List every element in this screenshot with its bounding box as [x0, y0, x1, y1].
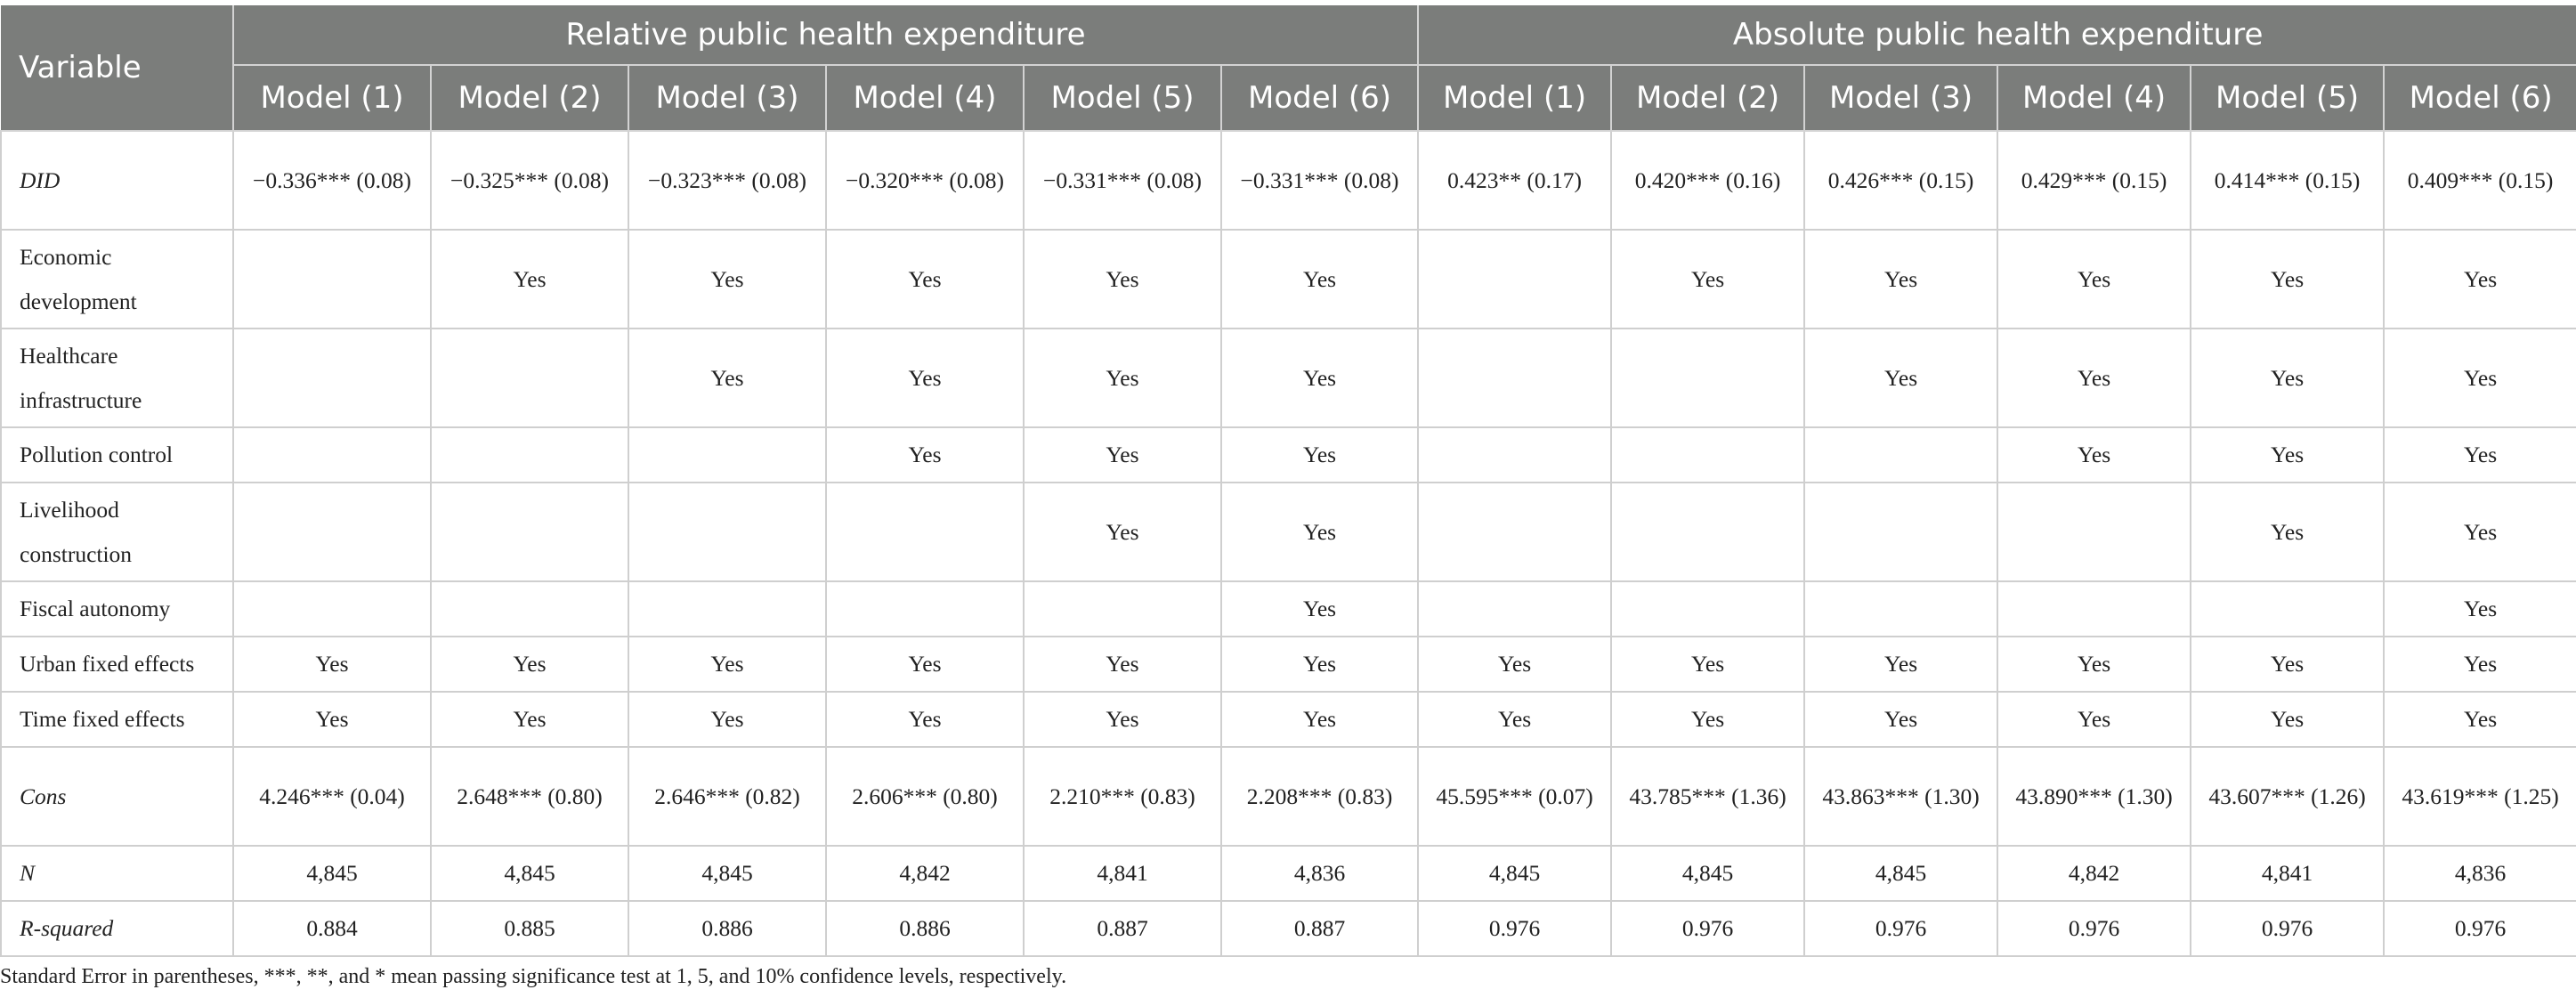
table-cell: 0.976	[1804, 901, 1997, 956]
table-cell: −0.331*** (0.08)	[1024, 131, 1221, 230]
table-cell: Yes	[826, 637, 1024, 692]
table-cell: Yes	[1997, 692, 2191, 747]
row-label: Healthcare infrastructure	[1, 329, 233, 427]
table-cell: Yes	[1221, 637, 1418, 692]
table-cell: 0.976	[1997, 901, 2191, 956]
table-cell	[2191, 581, 2384, 637]
table-cell: Yes	[431, 637, 628, 692]
table-cell: 43.619*** (1.25)	[2384, 747, 2576, 846]
table-cell: −0.336*** (0.08)	[233, 131, 431, 230]
table-row	[1, 329, 2576, 427]
row-label: DID	[1, 131, 233, 230]
table-cell: 43.607*** (1.26)	[2191, 747, 2384, 846]
table-cell: 43.890*** (1.30)	[1997, 747, 2191, 846]
table-row	[1, 637, 2576, 692]
table-cell: 2.210*** (0.83)	[1024, 747, 1221, 846]
table-cell: 4,845	[1804, 846, 1997, 901]
table-cell: 0.885	[431, 901, 628, 956]
table-cell: 4,845	[1418, 846, 1611, 901]
table-cell: Yes	[1418, 692, 1611, 747]
table-cell	[431, 483, 628, 581]
row-label: Livelihood construction	[1, 483, 233, 581]
table-cell	[628, 581, 826, 637]
table-cell: 4,836	[1221, 846, 1418, 901]
table-cell: −0.323*** (0.08)	[628, 131, 826, 230]
table-cell: 0.414*** (0.15)	[2191, 131, 2384, 230]
table-cell	[233, 581, 431, 637]
variable-header: Variable	[1, 5, 233, 131]
table-cell	[628, 427, 826, 483]
table-cell: 2.646*** (0.82)	[628, 747, 826, 846]
table-footnote: Standard Error in parentheses, ***, **, and * mean passing significance test at 1, 5, and 10% confidence levels, respectively.	[0, 965, 1067, 988]
table-row	[1, 427, 2576, 483]
table-cell: 4,845	[1611, 846, 1804, 901]
table-cell: Yes	[233, 692, 431, 747]
table-cell: 4,841	[2191, 846, 2384, 901]
table-cell	[1418, 581, 1611, 637]
model-header: Model (1)	[233, 65, 431, 131]
table-cell: Yes	[628, 329, 826, 427]
table-cell: Yes	[1804, 692, 1997, 747]
table-cell: Yes	[1804, 637, 1997, 692]
table-cell: 2.208*** (0.83)	[1221, 747, 1418, 846]
table-cell: Yes	[431, 230, 628, 329]
model-header-row	[1, 65, 2576, 131]
table-cell: Yes	[1024, 230, 1221, 329]
table-cell	[1418, 230, 1611, 329]
table-cell: 0.886	[826, 901, 1024, 956]
model-header: Model (4)	[826, 65, 1024, 131]
group-header-row	[1, 5, 2576, 65]
table-cell	[826, 483, 1024, 581]
table-cell: 45.595*** (0.07)	[1418, 747, 1611, 846]
table-cell	[1024, 581, 1221, 637]
table-row	[1, 581, 2576, 637]
table-cell: Yes	[1024, 637, 1221, 692]
table-cell: 43.863*** (1.30)	[1804, 747, 1997, 846]
table-cell	[1418, 483, 1611, 581]
table-cell: Yes	[2384, 692, 2576, 747]
table-cell: Yes	[2191, 692, 2384, 747]
table-cell: Yes	[628, 637, 826, 692]
table-row	[1, 230, 2576, 329]
model-header: Model (4)	[1997, 65, 2191, 131]
table-cell	[1997, 483, 2191, 581]
row-label: N	[1, 846, 233, 901]
table-cell: 4,845	[233, 846, 431, 901]
table-cell: 0.976	[1611, 901, 1804, 956]
table-cell	[1418, 427, 1611, 483]
table-cell	[1611, 329, 1804, 427]
table-cell: Yes	[1221, 230, 1418, 329]
table-cell: Yes	[2191, 230, 2384, 329]
table-cell: Yes	[1024, 427, 1221, 483]
table-cell: Yes	[1221, 581, 1418, 637]
table-cell: Yes	[1221, 329, 1418, 427]
table-cell: Yes	[1804, 329, 1997, 427]
table-cell	[1804, 427, 1997, 483]
table-cell: −0.325*** (0.08)	[431, 131, 628, 230]
table-cell: 0.976	[2384, 901, 2576, 956]
table-cell: Yes	[1611, 637, 1804, 692]
row-label: Cons	[1, 747, 233, 846]
table-cell	[233, 427, 431, 483]
table-cell: 4,845	[431, 846, 628, 901]
table-cell	[1611, 427, 1804, 483]
table-cell: 4.246*** (0.04)	[233, 747, 431, 846]
table-cell: Yes	[2384, 483, 2576, 581]
table-cell: Yes	[826, 329, 1024, 427]
table-cell	[1418, 329, 1611, 427]
table-cell: 4,841	[1024, 846, 1221, 901]
table-cell: −0.320*** (0.08)	[826, 131, 1024, 230]
table-cell: 0.409*** (0.15)	[2384, 131, 2576, 230]
row-label: Economic development	[1, 230, 233, 329]
table-cell: Yes	[233, 637, 431, 692]
table-cell	[826, 581, 1024, 637]
table-cell: 0.887	[1024, 901, 1221, 956]
table-cell: Yes	[1804, 230, 1997, 329]
table-cell: Yes	[1997, 637, 2191, 692]
model-header: Model (6)	[1221, 65, 1418, 131]
table-cell: Yes	[2191, 637, 2384, 692]
model-header: Model (2)	[1611, 65, 1804, 131]
table-cell: Yes	[1418, 637, 1611, 692]
table-cell: Yes	[1024, 329, 1221, 427]
table-cell: 2.606*** (0.80)	[826, 747, 1024, 846]
row-label: Fiscal autonomy	[1, 581, 233, 637]
table-cell	[431, 427, 628, 483]
table-cell: Yes	[826, 427, 1024, 483]
table-cell	[1804, 483, 1997, 581]
table-cell: Yes	[1221, 483, 1418, 581]
table-cell	[1804, 581, 1997, 637]
table-cell: Yes	[2384, 230, 2576, 329]
table-row	[1, 131, 2576, 230]
table-cell: Yes	[2191, 329, 2384, 427]
table-cell: Yes	[2191, 427, 2384, 483]
row-label: Time fixed effects	[1, 692, 233, 747]
table-cell: Yes	[2384, 329, 2576, 427]
regression-table-container	[0, 5, 2576, 957]
table-cell: Yes	[2384, 427, 2576, 483]
table-cell: 0.429*** (0.15)	[1997, 131, 2191, 230]
table-cell: 4,836	[2384, 846, 2576, 901]
model-header: Model (6)	[2384, 65, 2576, 131]
table-cell: 43.785*** (1.36)	[1611, 747, 1804, 846]
table-cell: Yes	[1611, 230, 1804, 329]
row-label: Urban fixed effects	[1, 637, 233, 692]
table-cell: Yes	[628, 692, 826, 747]
table-cell: Yes	[826, 230, 1024, 329]
table-cell: Yes	[1997, 329, 2191, 427]
table-body	[1, 131, 2576, 956]
table-cell: Yes	[628, 230, 826, 329]
table-cell: 0.976	[1418, 901, 1611, 956]
table-cell: 0.884	[233, 901, 431, 956]
table-cell: −0.331*** (0.08)	[1221, 131, 1418, 230]
group-header-absolute: Absolute public health expenditure	[1418, 5, 2576, 65]
table-cell: Yes	[2384, 637, 2576, 692]
table-cell: 0.426*** (0.15)	[1804, 131, 1997, 230]
model-header: Model (1)	[1418, 65, 1611, 131]
table-cell	[628, 483, 826, 581]
table-cell	[233, 483, 431, 581]
table-row	[1, 483, 2576, 581]
table-cell	[1611, 483, 1804, 581]
row-label: Pollution control	[1, 427, 233, 483]
model-header: Model (3)	[1804, 65, 1997, 131]
table-cell: 0.423** (0.17)	[1418, 131, 1611, 230]
table-cell: Yes	[1611, 692, 1804, 747]
table-cell: Yes	[1221, 427, 1418, 483]
table-cell	[1997, 581, 2191, 637]
table-cell: 4,845	[628, 846, 826, 901]
table-cell: Yes	[1221, 692, 1418, 747]
table-cell	[431, 329, 628, 427]
table-cell: Yes	[431, 692, 628, 747]
table-row	[1, 901, 2576, 956]
table-cell: 0.887	[1221, 901, 1418, 956]
table-cell: Yes	[826, 692, 1024, 747]
table-cell: 4,842	[1997, 846, 2191, 901]
model-header: Model (5)	[1024, 65, 1221, 131]
table-cell	[233, 329, 431, 427]
table-cell: Yes	[1997, 230, 2191, 329]
model-header: Model (2)	[431, 65, 628, 131]
model-header: Model (3)	[628, 65, 826, 131]
table-cell: 0.420*** (0.16)	[1611, 131, 1804, 230]
table-cell: Yes	[1024, 692, 1221, 747]
group-header-relative: Relative public health expenditure	[233, 5, 1418, 65]
table-cell	[1611, 581, 1804, 637]
regression-table	[0, 5, 2576, 957]
table-cell: Yes	[2384, 581, 2576, 637]
table-cell	[233, 230, 431, 329]
table-cell	[431, 581, 628, 637]
table-cell: 0.886	[628, 901, 826, 956]
table-cell: Yes	[1997, 427, 2191, 483]
table-cell: Yes	[1024, 483, 1221, 581]
table-cell: 0.976	[2191, 901, 2384, 956]
table-row	[1, 747, 2576, 846]
table-row	[1, 846, 2576, 901]
row-label: R-squared	[1, 901, 233, 956]
table-cell: 4,842	[826, 846, 1024, 901]
table-row	[1, 692, 2576, 747]
table-cell: 2.648*** (0.80)	[431, 747, 628, 846]
model-header: Model (5)	[2191, 65, 2384, 131]
table-cell: Yes	[2191, 483, 2384, 581]
